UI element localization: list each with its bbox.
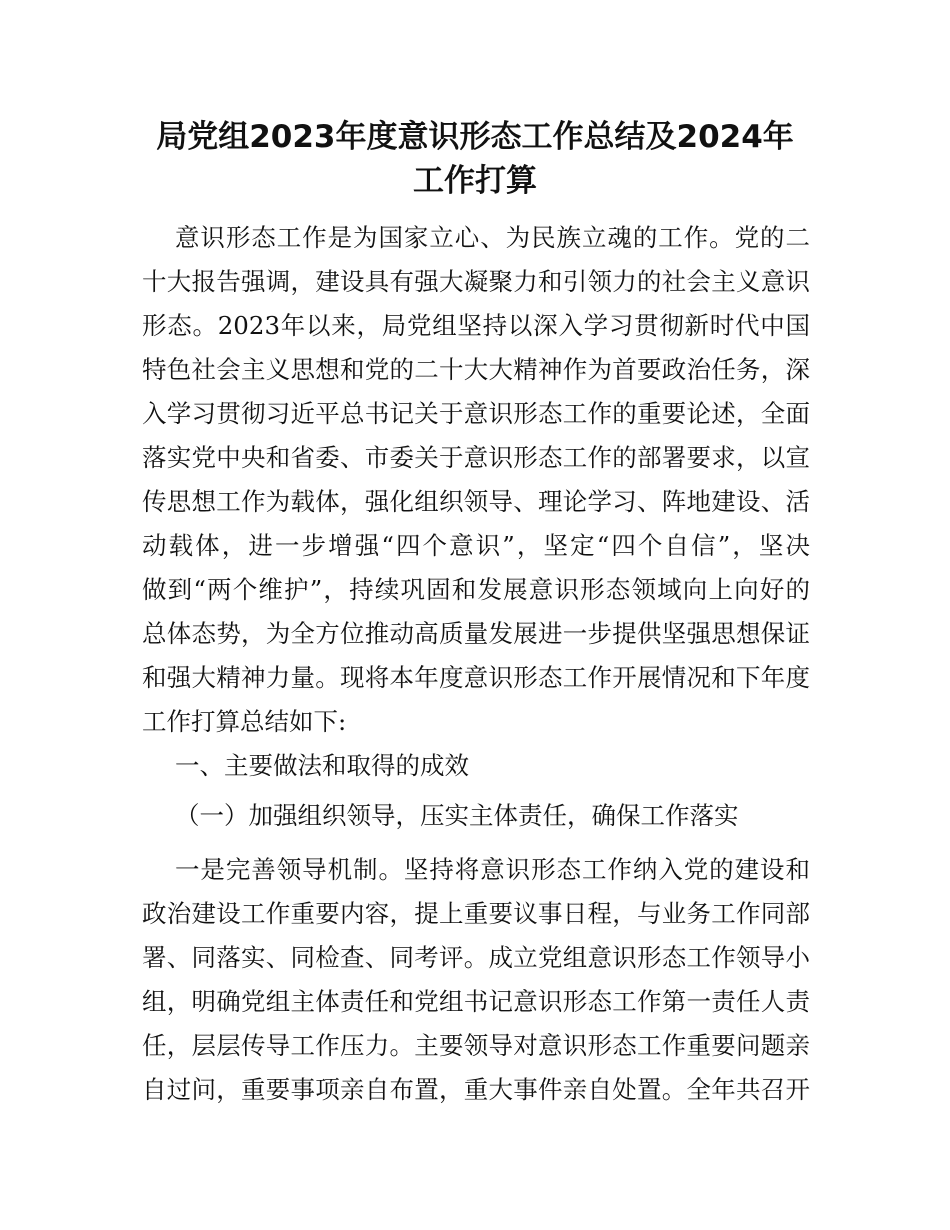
intro-paragraph-line: 动载体，进一步增强“四个意识”，坚定“四个自信”，坚决 xyxy=(142,531,810,560)
intro-paragraph-line: 意识形态工作是为国家立心、为民族立魂的工作。党的二 xyxy=(175,223,810,252)
body-paragraph-line: 一是完善领导机制。坚持将意识形态工作纳入党的建设和 xyxy=(175,855,810,884)
section-heading-1: 一、主要做法和取得的成效 xyxy=(175,751,469,780)
document-title-line-2: 工作打算 xyxy=(413,163,537,199)
body-paragraph-line: 自过问，重要事项亲自布置，重大事件亲自处置。全年共召开 xyxy=(142,1075,810,1104)
document-title-line-1: 局党组2023年度意识形态工作总结及2024年 xyxy=(156,119,794,155)
intro-paragraph-line: 和强大精神力量。现将本年度意识形态工作开展情况和下年度 xyxy=(142,663,810,692)
section-heading-2: （一）加强组织领导，压实主体责任，确保工作落实 xyxy=(175,801,739,830)
intro-paragraph-line: 总体态势，为全方位推动高质量发展进一步提供坚强思想保证 xyxy=(142,619,810,648)
intro-paragraph-line: 工作打算总结如下: xyxy=(142,707,347,736)
body-paragraph-line: 任，层层传导工作压力。主要领导对意识形态工作重要问题亲 xyxy=(142,1031,810,1060)
intro-paragraph-line: 入学习贯彻习近平总书记关于意识形态工作的重要论述，全面 xyxy=(142,399,810,428)
intro-paragraph-line: 传思想工作为载体，强化组织领导、理论学习、阵地建设、活 xyxy=(142,487,810,516)
intro-paragraph-line: 形态。2023年以来，局党组坚持以深入学习贯彻新时代中国 xyxy=(142,311,810,340)
body-paragraph-line: 组，明确党组主体责任和党组书记意识形态工作第一责任人责 xyxy=(142,987,810,1016)
intro-paragraph-line: 十大报告强调，建设具有强大凝聚力和引领力的社会主义意识 xyxy=(142,267,810,296)
body-paragraph-line: 署、同落实、同检查、同考评。成立党组意识形态工作领导小 xyxy=(142,943,810,972)
intro-paragraph-line: 落实党中央和省委、市委关于意识形态工作的部署要求，以宣 xyxy=(142,443,810,472)
intro-paragraph-line: 特色社会主义思想和党的二十大大精神作为首要政治任务，深 xyxy=(142,355,810,384)
intro-paragraph-line: 做到“两个维护”，持续巩固和发展意识形态领域向上向好的 xyxy=(142,575,810,604)
body-paragraph-line: 政治建设工作重要内容，提上重要议事日程，与业务工作同部 xyxy=(142,899,810,928)
